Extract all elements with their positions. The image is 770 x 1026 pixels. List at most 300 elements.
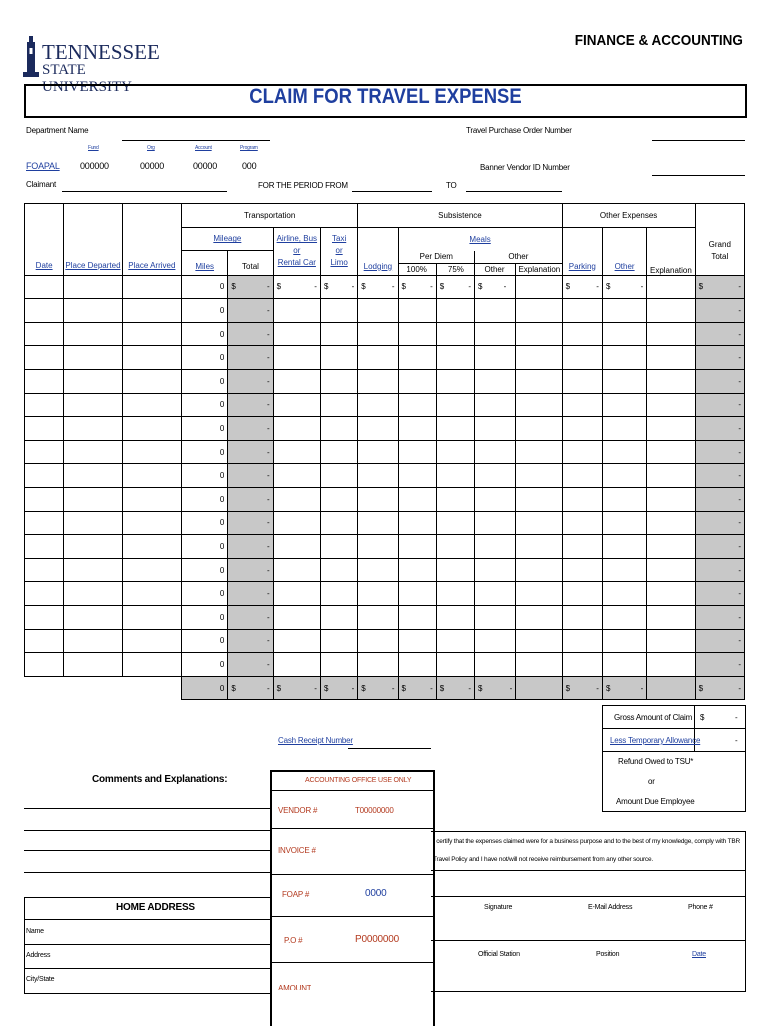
table-cell[interactable] <box>647 488 695 512</box>
table-cell[interactable] <box>122 582 181 606</box>
table-cell[interactable] <box>358 440 398 464</box>
table-cell[interactable] <box>436 488 474 512</box>
miles-cell[interactable]: 0 <box>182 488 228 512</box>
comments-line-1[interactable] <box>24 808 270 809</box>
table-cell[interactable] <box>64 606 122 630</box>
table-cell[interactable] <box>516 346 562 370</box>
table-cell[interactable] <box>516 370 562 394</box>
table-cell[interactable] <box>273 299 320 323</box>
table-cell[interactable] <box>320 370 357 394</box>
table-cell[interactable] <box>516 322 562 346</box>
table-cell[interactable] <box>436 417 474 441</box>
table-cell[interactable] <box>122 440 181 464</box>
table-cell[interactable] <box>25 370 64 394</box>
table-cell[interactable] <box>398 417 436 441</box>
period-to-field[interactable] <box>466 191 562 192</box>
table-cell[interactable] <box>516 629 562 653</box>
table-cell[interactable] <box>475 511 516 535</box>
table-cell[interactable] <box>562 346 602 370</box>
table-cell[interactable] <box>358 606 398 630</box>
col-meals[interactable]: Meals <box>469 234 491 244</box>
table-cell[interactable] <box>273 370 320 394</box>
po-value[interactable]: P0000000 <box>355 934 400 945</box>
table-cell[interactable] <box>122 653 181 677</box>
table-cell[interactable] <box>358 275 398 299</box>
table-cell[interactable] <box>436 322 474 346</box>
miles-cell[interactable]: 0 <box>182 417 228 441</box>
table-cell[interactable] <box>602 370 646 394</box>
table-cell[interactable] <box>358 488 398 512</box>
table-cell[interactable] <box>122 322 181 346</box>
miles-cell[interactable]: 0 <box>182 393 228 417</box>
table-cell[interactable] <box>398 511 436 535</box>
table-cell[interactable] <box>602 440 646 464</box>
program-label[interactable]: Program <box>240 145 258 151</box>
table-cell[interactable] <box>647 535 695 559</box>
table-cell[interactable] <box>562 275 602 299</box>
table-cell[interactable] <box>273 653 320 677</box>
vendor-value[interactable]: T00000000 <box>355 806 394 815</box>
table-cell[interactable] <box>64 653 122 677</box>
table-cell[interactable] <box>647 629 695 653</box>
dash: - <box>266 612 270 622</box>
table-cell[interactable] <box>516 653 562 677</box>
table-cell[interactable] <box>64 629 122 653</box>
miles-cell[interactable]: 0 <box>182 299 228 323</box>
table-cell[interactable] <box>273 393 320 417</box>
table-cell[interactable] <box>273 322 320 346</box>
table-cell[interactable] <box>436 299 474 323</box>
table-cell[interactable] <box>436 558 474 582</box>
table-cell[interactable] <box>398 370 436 394</box>
table-cell[interactable] <box>516 606 562 630</box>
dash: - <box>391 282 395 292</box>
table-cell[interactable] <box>602 511 646 535</box>
cash-receipt-link[interactable]: Cash Receipt Number <box>278 736 353 745</box>
table-cell[interactable] <box>436 393 474 417</box>
table-cell[interactable] <box>122 488 181 512</box>
table-cell[interactable] <box>273 488 320 512</box>
table-cell[interactable] <box>602 629 646 653</box>
table-cell[interactable] <box>562 511 602 535</box>
miles-cell[interactable]: 0 <box>182 511 228 535</box>
table-cell[interactable] <box>602 653 646 677</box>
table-cell[interactable] <box>602 322 646 346</box>
table-cell[interactable] <box>25 558 64 582</box>
table-cell[interactable] <box>320 417 357 441</box>
table-cell[interactable] <box>122 393 181 417</box>
table-cell[interactable] <box>602 606 646 630</box>
table-cell[interactable] <box>64 582 122 606</box>
table-cell[interactable] <box>320 464 357 488</box>
table-cell[interactable] <box>475 629 516 653</box>
comments-line-3[interactable] <box>24 850 270 851</box>
miles-cell[interactable]: 0 <box>182 275 228 299</box>
travel-po-field[interactable] <box>652 140 745 141</box>
banner-vendor-field[interactable] <box>652 175 745 176</box>
table-cell[interactable] <box>436 606 474 630</box>
table-cell[interactable] <box>122 346 181 370</box>
table-cell[interactable] <box>475 299 516 323</box>
miles-cell[interactable]: 0 <box>182 582 228 606</box>
table-cell[interactable] <box>516 299 562 323</box>
table-cell[interactable] <box>358 370 398 394</box>
account-label[interactable]: Account <box>195 145 212 151</box>
table-cell[interactable] <box>25 629 64 653</box>
table-cell[interactable] <box>64 488 122 512</box>
department-name-field[interactable] <box>122 140 270 141</box>
table-cell[interactable] <box>122 535 181 559</box>
total-cell <box>398 676 436 700</box>
table-cell[interactable] <box>398 464 436 488</box>
table-cell[interactable] <box>320 440 357 464</box>
table-cell[interactable] <box>398 440 436 464</box>
fund-label[interactable]: Fund <box>88 145 99 151</box>
table-cell[interactable] <box>122 629 181 653</box>
table-cell[interactable] <box>320 629 357 653</box>
table-cell[interactable] <box>516 558 562 582</box>
col-miles[interactable]: Miles <box>195 261 215 271</box>
table-cell[interactable] <box>273 582 320 606</box>
table-cell[interactable] <box>358 653 398 677</box>
foap-value[interactable]: 0000 <box>365 888 387 899</box>
table-cell[interactable] <box>358 582 398 606</box>
table-cell[interactable] <box>122 511 181 535</box>
org-value[interactable]: 00000 <box>140 161 165 171</box>
table-cell[interactable] <box>122 299 181 323</box>
mileage-total-cell <box>228 653 273 677</box>
table-cell[interactable] <box>122 370 181 394</box>
miles-cell[interactable]: 0 <box>182 629 228 653</box>
table-cell[interactable] <box>436 440 474 464</box>
table-cell[interactable] <box>398 653 436 677</box>
col-other-exp[interactable]: Other <box>614 261 635 271</box>
table-cell[interactable] <box>273 275 320 299</box>
table-cell[interactable] <box>25 299 64 323</box>
miles-cell[interactable]: 0 <box>182 464 228 488</box>
table-cell[interactable] <box>475 606 516 630</box>
table-cell[interactable] <box>562 322 602 346</box>
table-cell[interactable] <box>273 417 320 441</box>
table-cell[interactable] <box>398 346 436 370</box>
table-cell[interactable] <box>358 417 398 441</box>
table-cell[interactable] <box>398 606 436 630</box>
dash: - <box>266 353 270 363</box>
table-cell[interactable] <box>436 582 474 606</box>
table-cell[interactable] <box>516 275 562 299</box>
claimant-field[interactable] <box>62 191 227 192</box>
table-cell[interactable] <box>25 275 64 299</box>
table-cell[interactable] <box>122 417 181 441</box>
table-cell[interactable] <box>562 582 602 606</box>
table-cell[interactable] <box>398 299 436 323</box>
table-cell[interactable] <box>602 488 646 512</box>
dash: - <box>351 683 355 693</box>
table-cell[interactable] <box>398 275 436 299</box>
miles-cell[interactable]: 0 <box>182 606 228 630</box>
table-cell[interactable] <box>436 653 474 677</box>
table-cell[interactable] <box>562 417 602 441</box>
table-cell[interactable] <box>320 275 357 299</box>
table-cell[interactable] <box>358 511 398 535</box>
table-cell[interactable] <box>647 393 695 417</box>
official-station-label: Official Station <box>478 951 520 958</box>
table-cell[interactable] <box>475 440 516 464</box>
table-cell[interactable] <box>64 417 122 441</box>
table-cell[interactable] <box>64 393 122 417</box>
table-cell[interactable] <box>398 558 436 582</box>
table-cell[interactable] <box>273 440 320 464</box>
fund-value[interactable]: 000000 <box>80 161 109 171</box>
miles-cell[interactable]: 0 <box>182 558 228 582</box>
table-cell[interactable] <box>436 346 474 370</box>
table-cell[interactable] <box>398 582 436 606</box>
miles-cell[interactable]: 0 <box>182 535 228 559</box>
table-cell[interactable] <box>64 464 122 488</box>
table-cell[interactable] <box>647 511 695 535</box>
table-cell[interactable] <box>602 558 646 582</box>
table-cell[interactable] <box>358 558 398 582</box>
table-cell[interactable] <box>64 299 122 323</box>
table-cell[interactable] <box>475 275 516 299</box>
table-cell[interactable] <box>602 393 646 417</box>
table-cell[interactable] <box>475 558 516 582</box>
foapal-link[interactable]: FOAPAL <box>26 161 60 171</box>
table-cell[interactable] <box>320 653 357 677</box>
miles-cell[interactable]: 0 <box>182 370 228 394</box>
table-cell[interactable] <box>475 417 516 441</box>
table-cell[interactable] <box>320 322 357 346</box>
table-cell[interactable] <box>320 346 357 370</box>
table-cell[interactable] <box>25 511 64 535</box>
table-cell[interactable] <box>25 582 64 606</box>
dash: - <box>596 282 599 292</box>
table-cell[interactable] <box>562 370 602 394</box>
table-cell[interactable] <box>475 535 516 559</box>
table-cell[interactable] <box>122 606 181 630</box>
table-cell[interactable] <box>516 440 562 464</box>
certify-text-line-2: Travel Policy and I have not/will not receive reimbursement from any other source. <box>433 856 653 863</box>
table-cell[interactable] <box>358 535 398 559</box>
group-subsistence: Subsistence <box>358 204 562 228</box>
table-cell[interactable] <box>475 370 516 394</box>
table-cell[interactable] <box>562 299 602 323</box>
table-cell[interactable] <box>516 511 562 535</box>
col-lodging[interactable]: Lodging <box>363 261 393 271</box>
amount-label: AMOUNT <box>278 984 312 990</box>
table-cell[interactable] <box>358 629 398 653</box>
table-cell[interactable] <box>320 558 357 582</box>
table-cell[interactable] <box>273 535 320 559</box>
total-cell <box>475 676 516 700</box>
to-label: TO <box>446 181 457 190</box>
table-cell[interactable] <box>358 346 398 370</box>
table-cell[interactable] <box>358 299 398 323</box>
table-cell[interactable] <box>562 488 602 512</box>
table-cell[interactable] <box>398 535 436 559</box>
table-cell[interactable] <box>436 370 474 394</box>
comments-line-4[interactable] <box>24 872 270 873</box>
table-cell[interactable] <box>562 393 602 417</box>
table-cell[interactable] <box>475 464 516 488</box>
dollar-sign: $ <box>361 282 366 292</box>
table-cell[interactable] <box>64 322 122 346</box>
table-cell[interactable] <box>358 464 398 488</box>
table-cell[interactable] <box>64 535 122 559</box>
table-cell[interactable] <box>273 464 320 488</box>
table-cell[interactable] <box>25 653 64 677</box>
less-temp-allowance-value[interactable]: - <box>735 736 738 745</box>
table-cell[interactable] <box>25 488 64 512</box>
table-cell[interactable] <box>647 440 695 464</box>
program-value[interactable]: 000 <box>242 161 257 171</box>
table-cell[interactable] <box>562 464 602 488</box>
table-cell[interactable] <box>25 440 64 464</box>
dash: - <box>266 565 270 575</box>
table-cell[interactable] <box>320 299 357 323</box>
table-cell[interactable] <box>64 558 122 582</box>
table-cell[interactable] <box>64 511 122 535</box>
table-cell[interactable] <box>475 582 516 606</box>
table-cell[interactable] <box>273 346 320 370</box>
table-cell[interactable] <box>398 393 436 417</box>
table-cell[interactable] <box>25 346 64 370</box>
col-parking[interactable]: Parking <box>568 261 596 271</box>
table-cell[interactable] <box>25 322 64 346</box>
table-cell[interactable] <box>25 535 64 559</box>
miles-cell[interactable]: 0 <box>182 322 228 346</box>
table-cell[interactable] <box>475 653 516 677</box>
table-cell[interactable] <box>25 464 64 488</box>
table-cell[interactable] <box>602 346 646 370</box>
table-cell[interactable] <box>516 488 562 512</box>
table-cell[interactable] <box>602 275 646 299</box>
date-link[interactable]: Date <box>692 951 706 958</box>
grand-total-cell <box>695 275 744 299</box>
col-mileage[interactable]: Mileage <box>213 234 242 244</box>
table-cell[interactable] <box>647 370 695 394</box>
table-cell[interactable] <box>562 653 602 677</box>
table-cell[interactable] <box>516 393 562 417</box>
table-cell[interactable] <box>516 582 562 606</box>
table-cell[interactable] <box>475 393 516 417</box>
table-cell[interactable] <box>25 393 64 417</box>
table-cell[interactable] <box>647 464 695 488</box>
travel-po-label: Travel Purchase Order Number <box>466 126 572 135</box>
table-cell[interactable] <box>398 629 436 653</box>
dash: - <box>738 683 741 693</box>
table-cell[interactable] <box>122 464 181 488</box>
table-cell[interactable] <box>398 488 436 512</box>
gross-amount-value[interactable]: - <box>735 713 738 722</box>
table-cell[interactable] <box>516 535 562 559</box>
table-cell[interactable] <box>562 629 602 653</box>
table-cell[interactable] <box>516 417 562 441</box>
table-cell[interactable] <box>64 440 122 464</box>
table-cell[interactable] <box>602 535 646 559</box>
cash-receipt-field[interactable] <box>348 748 431 749</box>
logo-line-1: TENNESSEE <box>42 40 160 64</box>
table-cell[interactable] <box>475 346 516 370</box>
miles-cell[interactable]: 0 <box>182 440 228 464</box>
col-limo[interactable]: Limo <box>330 258 348 268</box>
table-cell[interactable] <box>562 535 602 559</box>
table-cell[interactable] <box>320 488 357 512</box>
table-cell[interactable] <box>647 275 695 299</box>
table-cell[interactable] <box>562 440 602 464</box>
table-cell[interactable] <box>64 346 122 370</box>
table-cell[interactable] <box>320 511 357 535</box>
account-value[interactable]: 00000 <box>193 161 218 171</box>
table-cell[interactable] <box>647 558 695 582</box>
table-cell[interactable] <box>64 275 122 299</box>
col-other-meals: Other <box>475 264 517 275</box>
table-cell[interactable] <box>475 322 516 346</box>
table-cell[interactable] <box>602 464 646 488</box>
table-cell[interactable] <box>647 346 695 370</box>
col-airline-bus[interactable]: Airline, Bus <box>276 234 318 244</box>
table-cell[interactable] <box>320 535 357 559</box>
table-cell[interactable] <box>647 417 695 441</box>
col-taxi[interactable]: Taxi <box>332 234 347 244</box>
table-cell[interactable] <box>64 370 122 394</box>
col-place-arrived[interactable]: Place Arrived <box>128 260 176 270</box>
table-cell[interactable] <box>25 417 64 441</box>
table-cell[interactable] <box>273 558 320 582</box>
table-cell[interactable] <box>436 464 474 488</box>
col-place-departed[interactable]: Place Departed <box>65 260 121 270</box>
table-cell[interactable] <box>436 275 474 299</box>
table-cell[interactable] <box>516 464 562 488</box>
table-cell[interactable] <box>436 535 474 559</box>
miles-cell[interactable]: 0 <box>182 346 228 370</box>
dash: - <box>266 683 270 693</box>
table-cell[interactable] <box>358 322 398 346</box>
table-cell[interactable] <box>273 606 320 630</box>
miles-cell[interactable]: 0 <box>182 653 228 677</box>
table-cell[interactable] <box>602 582 646 606</box>
org-label[interactable]: Org <box>147 145 155 151</box>
table-cell[interactable] <box>647 653 695 677</box>
table-cell[interactable] <box>647 322 695 346</box>
table-cell[interactable] <box>436 629 474 653</box>
table-cell[interactable] <box>602 417 646 441</box>
table-cell[interactable] <box>122 275 181 299</box>
table-cell[interactable] <box>320 582 357 606</box>
comments-line-2[interactable] <box>24 830 270 831</box>
period-from-field[interactable] <box>352 191 432 192</box>
table-cell[interactable] <box>647 299 695 323</box>
table-cell[interactable] <box>436 511 474 535</box>
table-cell[interactable] <box>273 511 320 535</box>
table-cell[interactable] <box>25 606 64 630</box>
table-cell[interactable] <box>273 629 320 653</box>
table-cell[interactable] <box>122 558 181 582</box>
table-cell[interactable] <box>475 488 516 512</box>
col-rental-car[interactable]: Rental Car <box>277 258 316 268</box>
less-temp-allowance-link[interactable]: Less Temporary Allowance <box>610 736 701 745</box>
table-cell[interactable] <box>562 558 602 582</box>
table-cell[interactable] <box>647 582 695 606</box>
table-cell[interactable] <box>602 299 646 323</box>
table-cell[interactable] <box>398 322 436 346</box>
table-cell[interactable] <box>320 606 357 630</box>
col-date[interactable]: Date <box>35 260 53 270</box>
table-cell[interactable] <box>647 606 695 630</box>
table-cell[interactable] <box>320 393 357 417</box>
table-cell[interactable] <box>358 393 398 417</box>
table-cell[interactable] <box>562 606 602 630</box>
